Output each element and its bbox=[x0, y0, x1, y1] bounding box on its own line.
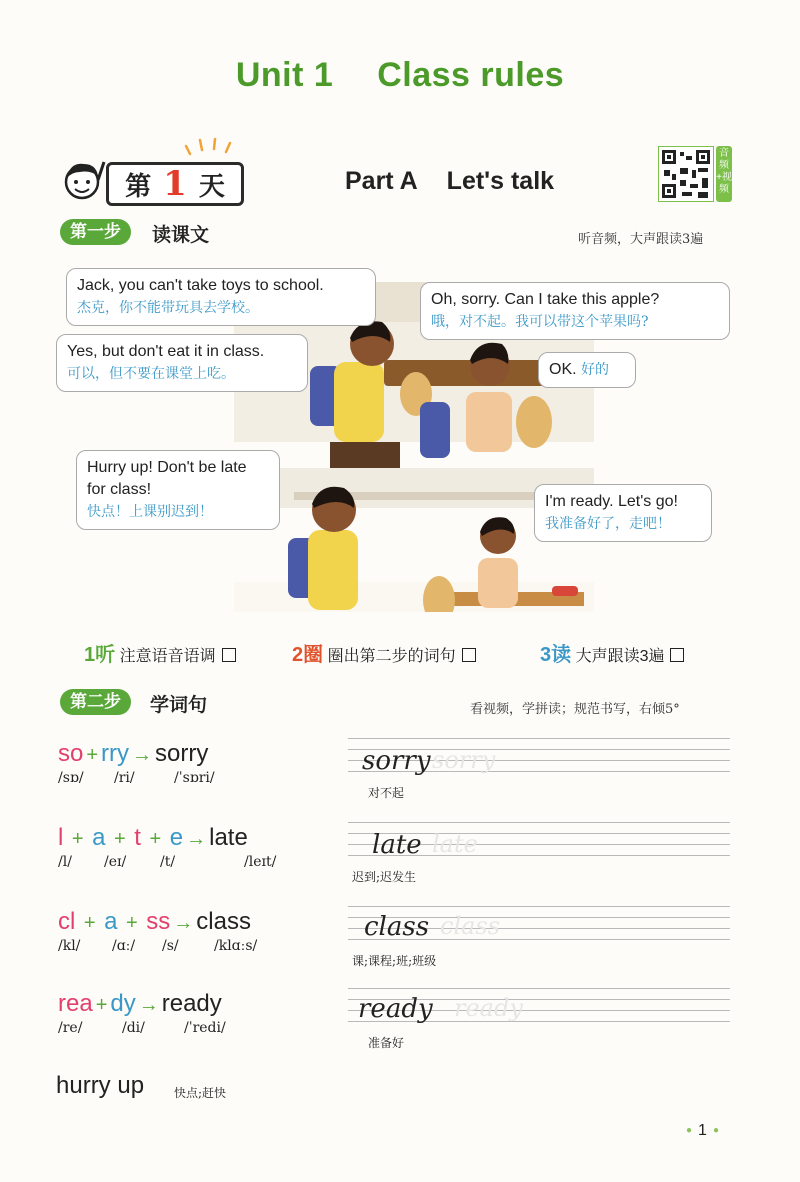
task-number: 2圈 bbox=[292, 644, 324, 666]
speech-bubble bbox=[66, 268, 376, 326]
word: ready bbox=[161, 990, 222, 1017]
task-text: 注意语音语调 bbox=[119, 648, 216, 665]
word-row-ready: rea + dy → ready bbox=[58, 990, 222, 1017]
phonetic: /eɪ/ bbox=[104, 854, 127, 870]
speech-bubble bbox=[76, 450, 280, 530]
day-badge bbox=[60, 150, 240, 204]
phonetic: /di/ bbox=[122, 1020, 145, 1036]
task-text: 大声跟读3遍 bbox=[575, 648, 665, 665]
phonetic: /s/ bbox=[162, 938, 179, 954]
phonics-part: rry bbox=[101, 740, 130, 767]
task-number: 1听 bbox=[84, 644, 116, 666]
word: late bbox=[209, 824, 248, 851]
phonics-part: ss bbox=[146, 908, 171, 935]
phonics-part: so bbox=[58, 740, 84, 767]
unit-name: Class rules bbox=[377, 56, 565, 94]
bubble-chinese: 我准备好了，走吧！ bbox=[545, 516, 671, 532]
phonics-part: cl bbox=[58, 908, 76, 935]
step2-pill: 第二步 bbox=[60, 689, 131, 715]
part-title bbox=[345, 167, 554, 196]
phonics-part: dy bbox=[110, 990, 136, 1017]
phonics-part: l bbox=[58, 824, 64, 851]
bubble-english: Yes, but don't eat it in class. bbox=[67, 343, 265, 360]
unit-title bbox=[0, 56, 800, 95]
word-row-class: cl + a + ss → class bbox=[58, 908, 251, 935]
unit-number: 1 bbox=[313, 56, 334, 94]
bubble-english: Hurry up! Don't be late for class! bbox=[87, 459, 247, 498]
bubble-chinese: 杰克，你不能带玩具去学校。 bbox=[77, 300, 259, 316]
phonetic: /t/ bbox=[160, 854, 176, 870]
phonics-part: a bbox=[104, 908, 118, 935]
page-number-value: 1 bbox=[698, 1122, 707, 1139]
phonetic: /ri/ bbox=[114, 770, 135, 786]
phrase: hurry up bbox=[56, 1072, 145, 1099]
phonics-part: e bbox=[169, 824, 184, 851]
day-box bbox=[106, 162, 244, 206]
page-number: ● 1 ● bbox=[686, 1122, 719, 1139]
tracing-word: ready bbox=[454, 994, 523, 1022]
task-listen[interactable] bbox=[84, 638, 236, 667]
phonetic: /ˈsɒri/ bbox=[174, 770, 215, 786]
bubble-chinese: 好的 bbox=[581, 362, 610, 378]
step2-label: 学词句 bbox=[150, 695, 208, 716]
qr-code-icon[interactable] bbox=[658, 146, 714, 202]
phonetic: /ɑː/ bbox=[112, 938, 136, 954]
phonics-part: rea bbox=[58, 990, 93, 1017]
bubble-chinese: 可以，但不要在课堂上吃。 bbox=[67, 366, 235, 382]
phonetic: /re/ bbox=[58, 1020, 83, 1036]
task-read[interactable] bbox=[540, 638, 684, 667]
boy-icon bbox=[60, 156, 108, 204]
speech-bubble bbox=[420, 282, 730, 340]
task-circle[interactable] bbox=[292, 638, 476, 667]
handwriting-sample: sorry bbox=[362, 746, 431, 776]
day-prefix: 第 bbox=[125, 171, 152, 202]
unit-label: Unit bbox=[235, 56, 304, 94]
word-row-sorry: so + rry → sorry bbox=[58, 740, 209, 767]
handwriting-sample: ready bbox=[358, 994, 433, 1024]
step1-pill: 第一步 bbox=[60, 219, 131, 245]
word-meaning: 迟到;迟发生 bbox=[352, 870, 417, 884]
handwriting-sample: class bbox=[364, 912, 430, 942]
word-meaning: 对不起 bbox=[368, 786, 405, 800]
step1-hint: 听音频，大声跟读3遍 bbox=[578, 232, 704, 247]
checkbox[interactable] bbox=[222, 648, 236, 662]
task-text: 圈出第二步的词句 bbox=[327, 648, 456, 665]
sparkle-icon bbox=[180, 136, 240, 160]
bubble-english: OK. bbox=[549, 361, 577, 378]
qr-tag: 音频+视频 bbox=[716, 146, 732, 202]
tracing-word: sorry bbox=[432, 746, 496, 774]
phrase-meaning: 快点;赶快 bbox=[174, 1086, 227, 1100]
part-label: Part A bbox=[345, 167, 418, 195]
bubble-english: I'm ready. Let's go! bbox=[545, 493, 678, 510]
phonics-part: t bbox=[134, 824, 141, 851]
word: sorry bbox=[155, 740, 209, 767]
phonics-part: a bbox=[92, 824, 106, 851]
step1-label: 读课文 bbox=[152, 225, 210, 246]
bubble-chinese: 快点！上课别迟到！ bbox=[87, 504, 213, 520]
word-meaning: 准备好 bbox=[368, 1036, 405, 1050]
bubble-english: Oh, sorry. Can I take this apple? bbox=[431, 291, 660, 308]
bubble-english: Jack, you can't take toys to school. bbox=[77, 277, 324, 294]
word-row-late: l + a + t + e → late bbox=[58, 824, 248, 851]
bubble-chinese: 哦，对不起。我可以带这个苹果吗? bbox=[431, 314, 649, 330]
phonetic: /kl/ bbox=[58, 938, 81, 954]
day-suffix: 天 bbox=[198, 171, 225, 202]
speech-bubble bbox=[534, 484, 712, 542]
phonetic: /sɒ/ bbox=[58, 770, 84, 786]
phonetic: /l/ bbox=[58, 854, 72, 870]
handwriting-sample: late bbox=[372, 830, 422, 860]
speech-bubble bbox=[538, 352, 636, 388]
step2-hint: 看视频，学拼读；规范书写，右倾5° bbox=[470, 702, 680, 717]
phonetic: /ˈredi/ bbox=[184, 1020, 226, 1036]
phonetic: /klɑːs/ bbox=[214, 938, 258, 954]
phonetic: /leɪt/ bbox=[244, 854, 277, 870]
speech-bubble bbox=[56, 334, 308, 392]
tracing-word: class bbox=[440, 912, 501, 940]
day-number: 1 bbox=[163, 164, 187, 204]
task-number: 3读 bbox=[540, 644, 572, 666]
word-meaning: 课;课程;班;班级 bbox=[352, 954, 437, 968]
word: class bbox=[196, 908, 251, 935]
part-name: Let's talk bbox=[446, 167, 555, 195]
checkbox[interactable] bbox=[462, 648, 476, 662]
checkbox[interactable] bbox=[670, 648, 684, 662]
tracing-word: late bbox=[432, 830, 478, 858]
